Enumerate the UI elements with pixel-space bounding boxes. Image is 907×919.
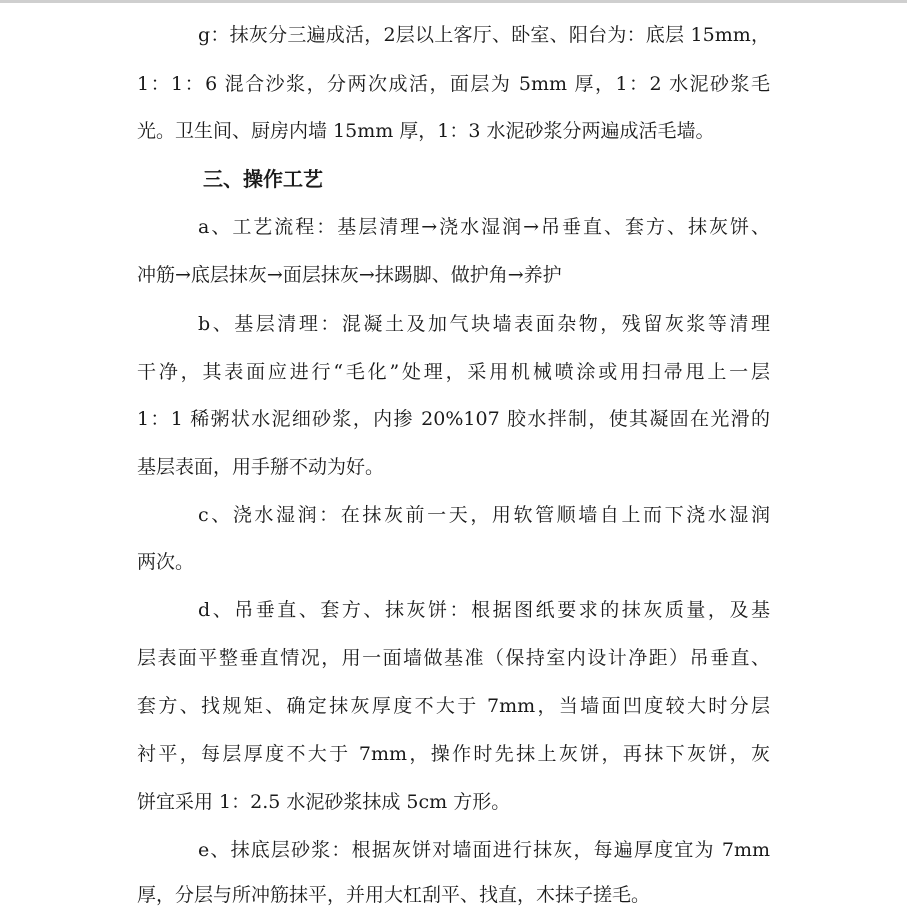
section-d-line-3: 套方、找规矩、确定抹灰厚度不大于 7mm，当墙面凹度较大时分层	[137, 695, 770, 717]
section-a-line-2: 冲筋→底层抹灰→面层抹灰→抹踢脚、做护角→养护	[137, 264, 562, 286]
section-d-line-2: 层表面平整垂直情况，用一面墙做基准（保持室内设计净距）吊垂直、	[137, 647, 770, 669]
section-b-line-3: 1：1 稀粥状水泥细砂浆，内掺 20%107 胶水拌制，使其凝固在光滑的	[137, 408, 770, 430]
section-d-line-1: d、吊垂直、套方、抹灰饼：根据图纸要求的抹灰质量，及基	[198, 599, 770, 621]
section-d-line-5: 饼宜采用 1：2.5 水泥砂浆抹成 5cm 方形。	[137, 791, 511, 813]
section-g-line-1: g：抹灰分三遍成活，2层以上客厅、卧室、阳台为：底层 15mm，	[198, 24, 770, 46]
section-heading: 三、操作工艺	[203, 167, 323, 191]
section-e-line-2: 厚，分层与所冲筋抹平，并用大杠刮平、找直，木抹子搓毛。	[137, 884, 651, 906]
section-g-line-3: 光。卫生间、厨房内墙 15mm 厚，1：3 水泥砂浆分两遍成活毛墙。	[137, 120, 715, 142]
section-b-line-4: 基层表面，用手掰不动为好。	[137, 456, 385, 478]
section-e-line-1: e、抹底层砂浆：根据灰饼对墙面进行抹灰，每遍厚度宜为 7mm	[198, 839, 770, 861]
section-a-line-1: a、工艺流程：基层清理→浇水湿润→吊垂直、套方、抹灰饼、	[198, 216, 770, 238]
section-c-line-2: 两次。	[137, 551, 195, 573]
section-d-line-4: 衬平，每层厚度不大于 7mm，操作时先抹上灰饼，再抹下灰饼，灰	[137, 743, 770, 765]
section-c-line-1: c、浇水湿润：在抹灰前一天，用软管顺墙自上而下浇水湿润	[198, 504, 770, 526]
section-b-line-2: 干净，其表面应进行“毛化”处理，采用机械喷涂或用扫帚甩上一层	[137, 361, 770, 383]
section-g-line-2: 1：1：6 混合沙浆，分两次成活，面层为 5mm 厚，1：2 水泥砂浆毛	[137, 73, 770, 95]
section-b-line-1: b、基层清理：混凝土及加气块墙表面杂物，残留灰浆等清理	[198, 313, 770, 335]
